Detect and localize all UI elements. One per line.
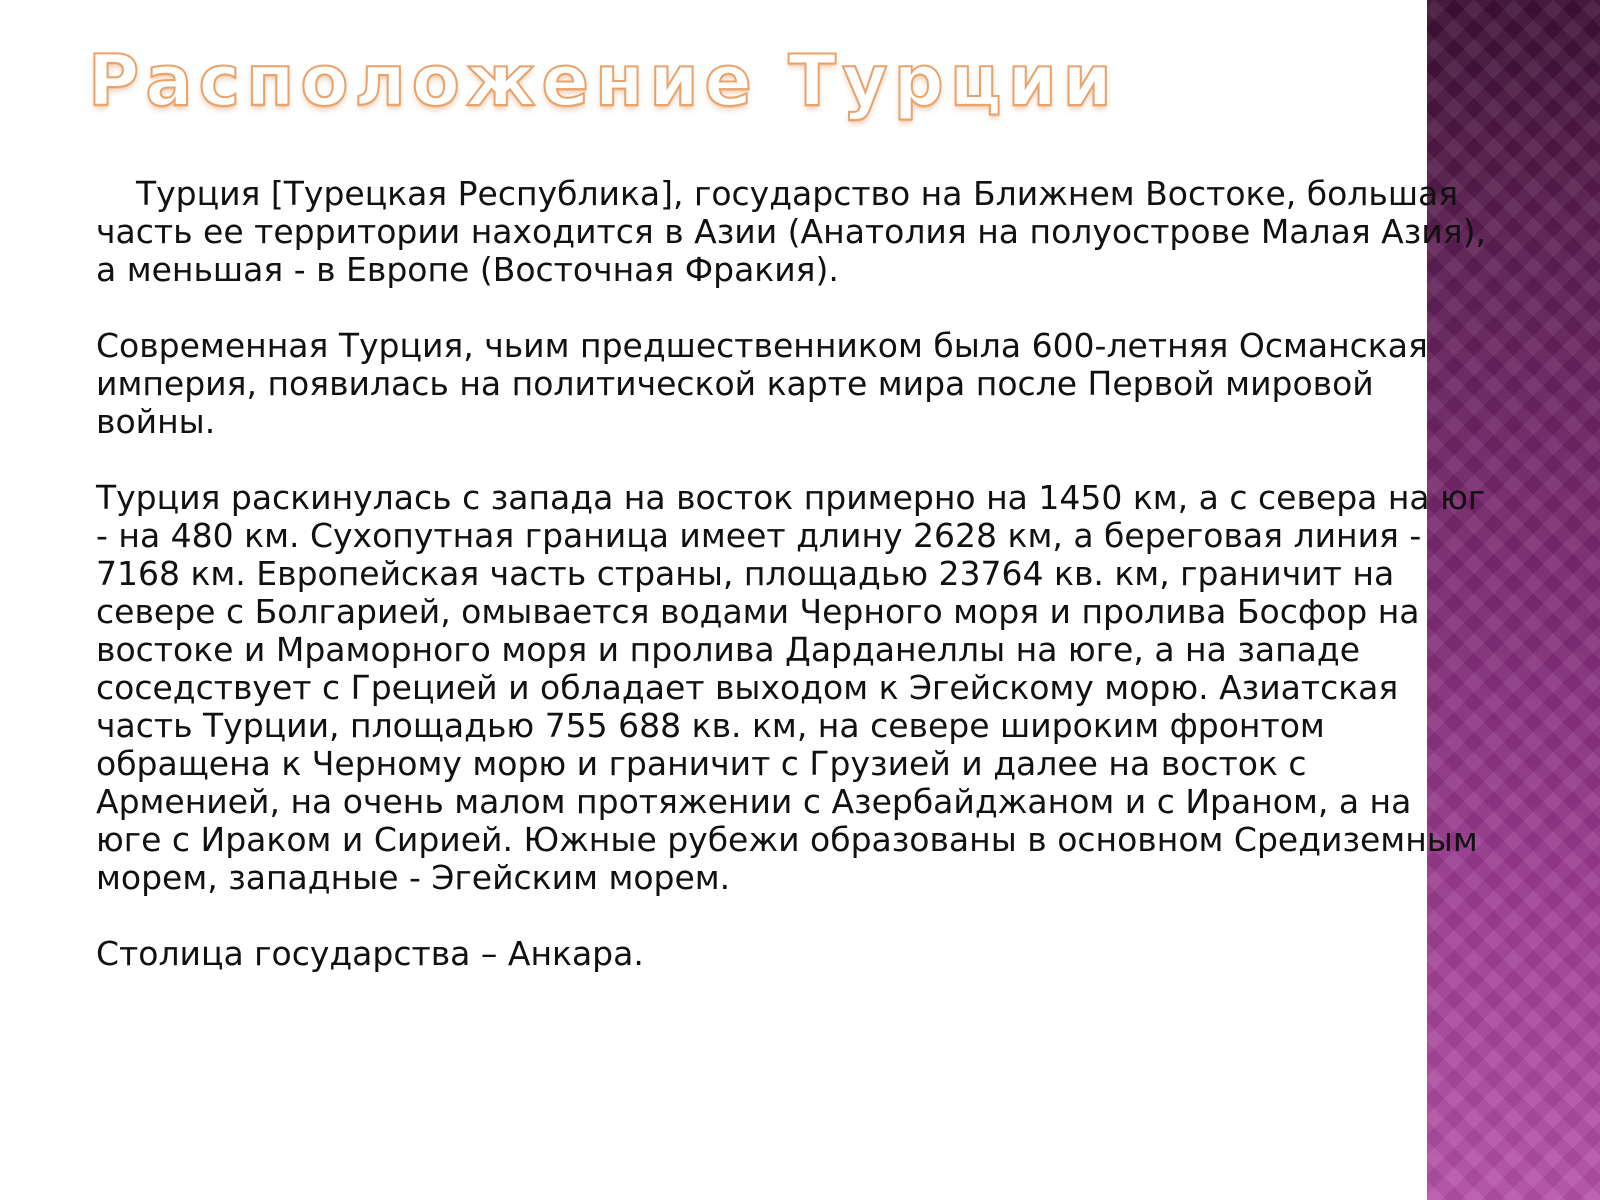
paragraph-history: Современная Турция, чьим предшественником была 600-летняя Османская империя, появилась на политической карте мира после Первой мировой войны.: [96, 326, 1428, 441]
slide-body: [96, 175, 1486, 1011]
paragraph-geography: Турция раскинулась с запада на восток примерно на 1450 км, а с севера на юг - на 480 км. Сухопутная граница имеет длину 2628 км, а береговая линия - 7168 км. Европейская часть страны, площадью 23764 кв. км, граничит на севере с Болгарией, омывается водами Черного моря и пролива Босфор на востоке и Мраморного моря и пролива Дарданеллы на юге, а на западе соседствует с Грецией и обладает выходом к Эгейскому морю. Азиатская часть Турции, площадью 755 688 кв. км, на севере широким фронтом обращена к Черному морю и граничит с Грузией и далее на восток с Арменией, на очень малом протяжении с Азербайджаном и с Ираном, а на юге с Ираком и Сирией. Южные рубежи образованы в основном Средиземным морем, западные - Эгейским морем.: [96, 478, 1486, 897]
paragraph-capital: Столица государства – Анкара.: [96, 934, 644, 973]
paragraph-intro: Турция [Турецкая Республика], государство на Ближнем Востоке, большая часть ее территории находится в Азии (Анатолия на полуострове Малая Азия), а меньшая - в Европе (Восточная Фракия).: [96, 174, 1486, 289]
slide-title: Расположение Турции: [88, 40, 1118, 122]
